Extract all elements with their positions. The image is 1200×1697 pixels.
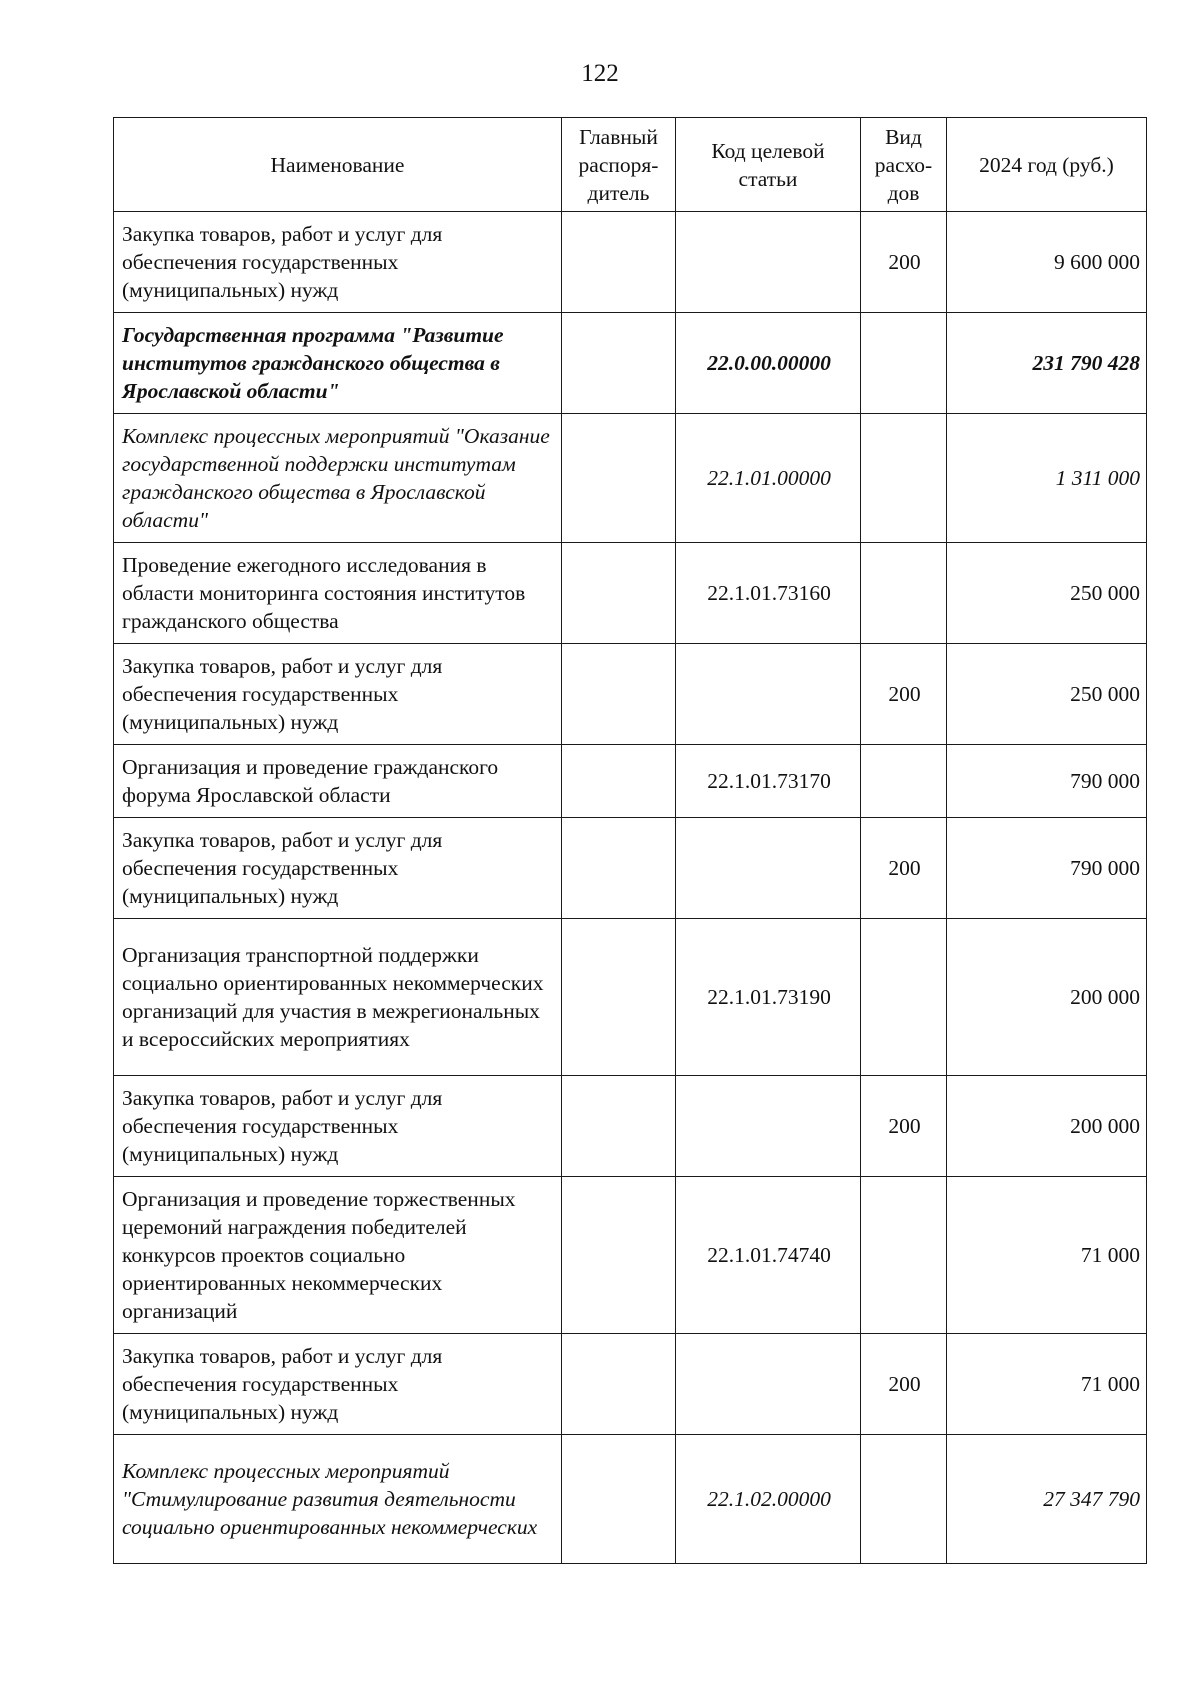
- row-code: [676, 818, 861, 919]
- row-type: [861, 313, 947, 414]
- row-name: Организация и проведение торжественных церемоний награждения победителей конкурсов проектов социально ориентированных некоммерческих организаций: [114, 1177, 562, 1334]
- row-admin: [562, 313, 676, 414]
- row-amount: 250 000: [947, 644, 1147, 745]
- row-type: 200: [861, 818, 947, 919]
- header-row: [114, 118, 1147, 212]
- header-type: Вид расхо-дов: [861, 118, 947, 212]
- row-code: [676, 644, 861, 745]
- row-type: 200: [861, 1076, 947, 1177]
- row-code: [676, 212, 861, 313]
- row-amount: 1 311 000: [947, 414, 1147, 543]
- header-admin: Главный распоря-дитель: [562, 118, 676, 212]
- row-type: 200: [861, 212, 947, 313]
- header-amount: 2024 год (руб.): [947, 118, 1147, 212]
- row-name: Комплекс процессных мероприятий "Стимулирование развития деятельности социально ориентированных некоммерческих: [114, 1435, 562, 1564]
- row-amount: 231 790 428: [947, 313, 1147, 414]
- row-admin: [562, 644, 676, 745]
- row-code: [676, 1076, 861, 1177]
- row-name: Государственная программа "Развитие институтов гражданского общества в Ярославской области": [114, 313, 562, 414]
- row-admin: [562, 745, 676, 818]
- row-type: [861, 414, 947, 543]
- row-admin: [562, 1177, 676, 1334]
- row-name: Закупка товаров, работ и услуг для обеспечения государственных (муниципальных) нужд: [114, 1076, 562, 1177]
- row-admin: [562, 1334, 676, 1435]
- row-code: 22.0.00.00000: [676, 313, 861, 414]
- row-name: Закупка товаров, работ и услуг для обеспечения государственных (муниципальных) нужд: [114, 212, 562, 313]
- table-row: [114, 1435, 1147, 1564]
- row-code: 22.1.01.73190: [676, 919, 861, 1076]
- row-amount: 71 000: [947, 1334, 1147, 1435]
- row-amount: 200 000: [947, 919, 1147, 1076]
- table-row: [114, 1334, 1147, 1435]
- row-amount: 71 000: [947, 1177, 1147, 1334]
- row-amount: 200 000: [947, 1076, 1147, 1177]
- row-code: 22.1.02.00000: [676, 1435, 861, 1564]
- row-admin: [562, 414, 676, 543]
- row-name: Организация транспортной поддержки социально ориентированных некоммерческих организаций для участия в межрегиональных и всероссийских мероприятиях: [114, 919, 562, 1076]
- row-code: 22.1.01.73170: [676, 745, 861, 818]
- row-admin: [562, 818, 676, 919]
- row-type: [861, 1177, 947, 1334]
- table-row: [114, 414, 1147, 543]
- row-admin: [562, 1076, 676, 1177]
- table-row: [114, 919, 1147, 1076]
- row-admin: [562, 543, 676, 644]
- row-admin: [562, 1435, 676, 1564]
- row-name: Проведение ежегодного исследования в области мониторинга состояния институтов гражданского общества: [114, 543, 562, 644]
- row-admin: [562, 919, 676, 1076]
- row-name: Организация и проведение гражданского форума Ярославской области: [114, 745, 562, 818]
- row-type: 200: [861, 644, 947, 745]
- table-row: [114, 313, 1147, 414]
- row-type: [861, 919, 947, 1076]
- row-code: 22.1.01.74740: [676, 1177, 861, 1334]
- page-number: 122: [581, 60, 619, 87]
- budget-table: [113, 117, 1147, 1564]
- row-type: 200: [861, 1334, 947, 1435]
- row-name: Закупка товаров, работ и услуг для обеспечения государственных (муниципальных) нужд: [114, 1334, 562, 1435]
- row-type: [861, 543, 947, 644]
- row-amount: 27 347 790: [947, 1435, 1147, 1564]
- row-code: [676, 1334, 861, 1435]
- table-row: [114, 1076, 1147, 1177]
- row-code: 22.1.01.73160: [676, 543, 861, 644]
- row-amount: 9 600 000: [947, 212, 1147, 313]
- row-type: [861, 745, 947, 818]
- table-row: [114, 818, 1147, 919]
- row-name: Комплекс процессных мероприятий "Оказание государственной поддержки институтам гражданского общества в Ярославской области": [114, 414, 562, 543]
- header-code: Код целевой статьи: [676, 118, 861, 212]
- row-admin: [562, 212, 676, 313]
- row-type: [861, 1435, 947, 1564]
- row-name: Закупка товаров, работ и услуг для обеспечения государственных (муниципальных) нужд: [114, 818, 562, 919]
- table-row: [114, 543, 1147, 644]
- row-amount: 790 000: [947, 818, 1147, 919]
- row-amount: 250 000: [947, 543, 1147, 644]
- row-name: Закупка товаров, работ и услуг для обеспечения государственных (муниципальных) нужд: [114, 644, 562, 745]
- table-row: [114, 212, 1147, 313]
- header-name: Наименование: [114, 118, 562, 212]
- table-row: [114, 745, 1147, 818]
- row-code: 22.1.01.00000: [676, 414, 861, 543]
- table-row: [114, 644, 1147, 745]
- table-row: [114, 1177, 1147, 1334]
- row-amount: 790 000: [947, 745, 1147, 818]
